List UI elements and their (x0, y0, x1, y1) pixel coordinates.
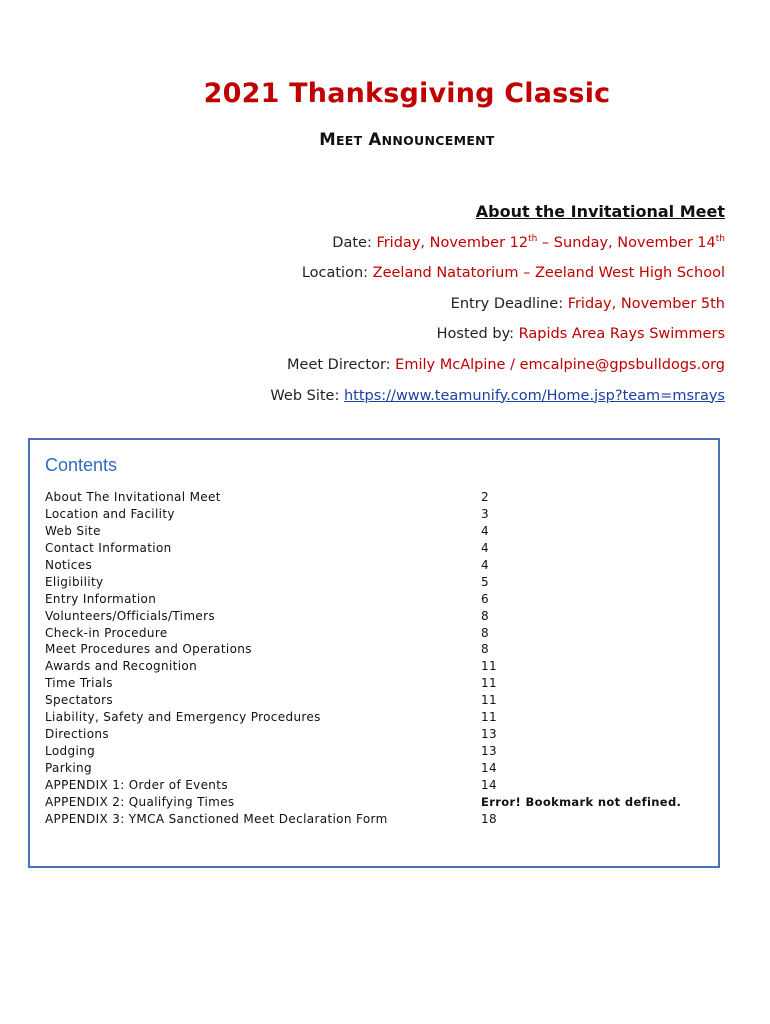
subtitle-letter: A (368, 130, 382, 149)
toc-entry-page: 18 (481, 811, 497, 826)
toc-entry-page: 5 (481, 574, 489, 589)
date-label: Date: (332, 234, 372, 251)
toc-entry-title[interactable]: Awards and Recognition (45, 659, 198, 674)
toc-entry-page: 4 (481, 540, 489, 555)
toc-entry[interactable] (45, 777, 715, 794)
toc-entry-page: 4 (481, 557, 489, 572)
toc-entry-page: 2 (481, 490, 489, 504)
toc-entry-title[interactable]: About The Invitational Meet (45, 490, 221, 504)
toc-entry-page: 14 (481, 761, 497, 775)
toc-entry-title[interactable]: Spectators (45, 693, 114, 708)
toc-entry-page: 3 (481, 506, 489, 521)
host-value: Rapids Area Rays Swimmers (518, 326, 725, 343)
website-label: Web Site: (270, 387, 340, 404)
toc-entry[interactable] (45, 523, 715, 540)
toc-entry[interactable] (45, 591, 715, 608)
toc-entry[interactable] (45, 608, 715, 625)
toc-entry-page: 11 (481, 676, 497, 691)
toc-entry-page: Error! Bookmark not defined. (481, 794, 682, 809)
toc-entry-title[interactable]: Parking (45, 761, 92, 775)
toc-entry[interactable] (45, 540, 715, 557)
toc-entry[interactable] (45, 641, 715, 658)
toc-entry[interactable] (45, 625, 715, 642)
document-subtitle (0, 130, 770, 149)
toc-entry-page: 8 (481, 625, 489, 640)
toc-entry[interactable] (45, 506, 715, 523)
table-of-contents (28, 438, 720, 868)
toc-entry-title[interactable]: Lodging (45, 744, 96, 759)
toc-entry-title[interactable]: APPENDIX 2: Qualifying Times (45, 794, 235, 809)
toc-entry-title[interactable]: Directions (45, 727, 109, 742)
toc-entry-page: 8 (481, 608, 489, 623)
toc-entry-title[interactable]: Web Site (45, 523, 101, 538)
deadline-value: Friday, November 5th (567, 295, 725, 312)
meet-info (270, 197, 725, 411)
toc-entry[interactable] (45, 675, 715, 692)
toc-entry-title[interactable]: APPENDIX 3: YMCA Sanctioned Meet Declaration Form (45, 811, 388, 826)
toc-entry-title[interactable]: Check-in Procedure (45, 625, 168, 640)
toc-entry-title[interactable]: Notices (45, 557, 93, 572)
deadline-label: Entry Deadline: (450, 295, 564, 312)
website-line (270, 381, 725, 412)
toc-entry-page: 6 (481, 591, 489, 606)
toc-entry-title[interactable]: Location and Facility (45, 506, 175, 521)
toc-entry-title[interactable]: Eligibility (45, 574, 104, 589)
toc-entry[interactable] (45, 557, 715, 574)
location-line (270, 258, 725, 289)
toc-entry-title[interactable]: Entry Information (45, 591, 157, 606)
toc-entry[interactable] (45, 489, 715, 506)
website-link[interactable]: https://www.teamunify.com/Home.jsp?team=msrays (343, 387, 725, 404)
toc-entry-page: 11 (481, 710, 497, 725)
toc-entry[interactable] (45, 743, 715, 760)
toc-entry-page: 14 (481, 777, 497, 792)
toc-entry-title[interactable]: APPENDIX 1: Order of Events (45, 777, 228, 792)
director-line (270, 350, 725, 381)
toc-list (45, 489, 715, 828)
toc-entry-title[interactable]: Contact Information (45, 540, 172, 555)
location-value: Zeeland Natatorium – Zeeland West High School (372, 265, 725, 282)
toc-entry[interactable] (45, 794, 715, 811)
toc-entry-page: 11 (481, 659, 497, 674)
date-value: Friday, November 12th – Sunday, November 14th (376, 233, 725, 251)
toc-entry[interactable] (45, 726, 715, 743)
toc-entry-page: 4 (481, 523, 489, 538)
date-line (270, 228, 725, 259)
subtitle-rest: EET (335, 133, 363, 148)
director-value: Emily McAlpine / emcalpine@gpsbulldogs.org (395, 356, 725, 373)
deadline-line (270, 289, 725, 320)
toc-entry-title[interactable]: Liability, Safety and Emergency Procedures (45, 710, 321, 725)
toc-entry-title[interactable]: Meet Procedures and Operations (45, 642, 252, 657)
toc-entry-title[interactable]: Volunteers/Officials/Timers (45, 608, 216, 623)
toc-entry-title[interactable]: Time Trials (45, 676, 113, 691)
toc-entry[interactable] (45, 692, 715, 709)
toc-entry[interactable] (45, 811, 715, 828)
toc-entry[interactable] (45, 760, 715, 777)
toc-entry[interactable] (45, 574, 715, 591)
toc-entry[interactable] (45, 709, 715, 726)
location-label: Location: (301, 265, 369, 282)
toc-entry-page: 11 (481, 693, 497, 708)
host-line (270, 319, 725, 350)
toc-entry-page: 13 (481, 744, 497, 759)
toc-entry-page: 13 (481, 727, 497, 742)
subtitle-rest: NNOUNCEMENT (381, 133, 495, 148)
about-heading: About the Invitational Meet (475, 202, 725, 221)
director-label: Meet Director: (287, 356, 391, 373)
host-label: Hosted by: (436, 326, 514, 343)
toc-entry-page: 8 (481, 642, 489, 657)
toc-entry[interactable] (45, 658, 715, 675)
toc-title: Contents (45, 455, 118, 475)
document-title: 2021 Thanksgiving Classic (203, 78, 611, 109)
subtitle-letter: M (319, 130, 336, 149)
